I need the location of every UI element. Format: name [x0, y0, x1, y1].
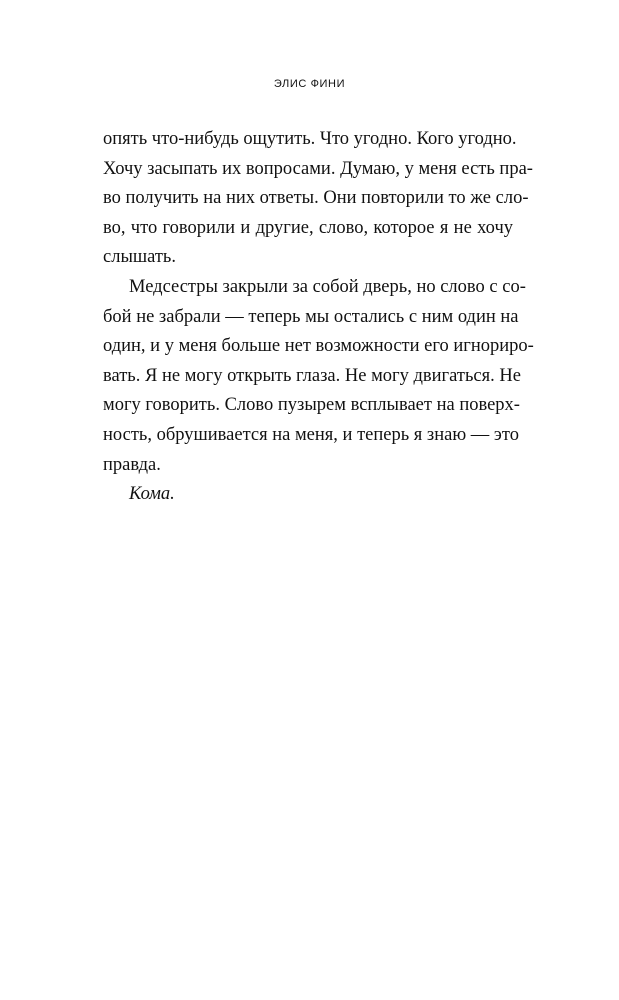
paragraph-first-line: Медсестры закрыли за собой дверь, но слово с со- [129, 276, 526, 297]
text-line: во, что говорили и другие, слово, которое я не хочу [103, 217, 513, 238]
text-line: ность, обрушивается на меня, и теперь я знаю — это [103, 424, 519, 445]
text-line: вать. Я не могу открыть глаза. Не могу двигаться. Не [103, 365, 521, 386]
text-line: один, и у меня больше нет возможности его игнориро- [103, 336, 534, 357]
text-line: слышать. [103, 247, 176, 268]
text-line: Хочу засыпать их вопросами. Думаю, у меня есть пра- [103, 158, 533, 179]
text-line: могу говорить. Слово пузырем всплывает на поверх- [103, 395, 520, 416]
running-header: ЭЛИС ФИНИ [273, 78, 346, 90]
italic-final-word: Кома. [129, 484, 175, 505]
text-line: бой не забрали — теперь мы остались с ним один на [103, 306, 519, 327]
text-line: опять что-нибудь ощутить. Что угодно. Кого угодно. [103, 129, 517, 149]
page-body-text [103, 125, 534, 510]
text-line: правда. [103, 454, 161, 475]
text-line: во получить на них ответы. Они повторили то же сло- [103, 188, 529, 209]
